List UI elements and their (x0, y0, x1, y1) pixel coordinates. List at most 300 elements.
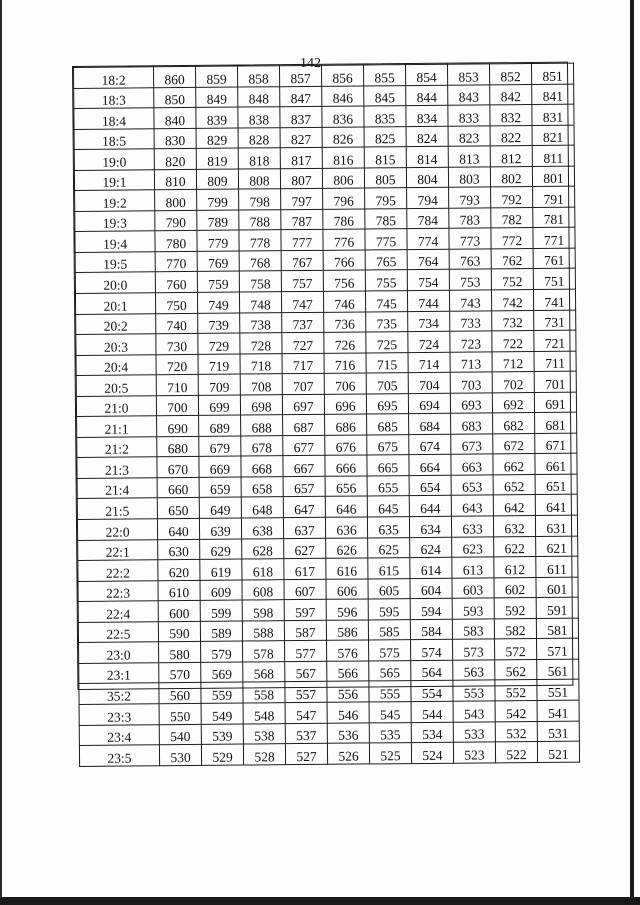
value-cell: 780 (155, 231, 197, 252)
value-cell: 589 (200, 621, 242, 642)
value-cell: 748 (239, 292, 281, 313)
value-cell: 749 (197, 292, 239, 313)
value-cell: 755 (365, 270, 407, 291)
value-cell: 702 (492, 372, 534, 393)
value-cell: 527 (285, 743, 327, 764)
value-cell: 598 (242, 600, 284, 621)
value-cell: 839 (196, 107, 238, 128)
value-cell: 530 (159, 744, 201, 765)
value-cell: 688 (241, 415, 283, 436)
value-cell: 822 (490, 125, 532, 146)
value-cell: 791 (533, 186, 575, 207)
value-cell: 567 (285, 661, 327, 682)
value-cell: 528 (243, 744, 285, 765)
value-cell: 806 (322, 168, 364, 189)
value-cell: 537 (285, 723, 327, 744)
value-cell: 685 (367, 414, 409, 435)
value-cell: 547 (285, 702, 327, 723)
value-cell: 795 (365, 188, 407, 209)
value-cell: 679 (199, 436, 241, 457)
value-cell: 768 (239, 251, 281, 272)
time-cell: 22:2 (78, 560, 158, 581)
value-cell: 696 (324, 394, 366, 415)
value-cell: 816 (322, 147, 364, 168)
value-cell: 686 (325, 414, 367, 435)
value-cell: 772 (491, 228, 533, 249)
value-cell: 840 (154, 108, 196, 129)
value-cell: 577 (285, 641, 327, 662)
value-cell: 579 (201, 641, 243, 662)
value-cell: 690 (157, 416, 199, 437)
value-cell: 818 (238, 148, 280, 169)
value-cell: 588 (242, 620, 284, 641)
value-cell: 541 (537, 700, 579, 721)
time-cell: 22:1 (78, 539, 158, 560)
value-cell: 623 (452, 536, 494, 557)
scan-edge-left (0, 0, 2, 905)
value-cell: 836 (322, 106, 364, 127)
value-cell: 811 (532, 145, 574, 166)
value-cell: 554 (411, 681, 453, 702)
value-cell: 842 (490, 84, 532, 105)
value-cell: 787 (281, 209, 323, 230)
value-cell: 613 (452, 557, 494, 578)
time-cell: 21:2 (77, 437, 157, 458)
value-cell: 668 (241, 456, 283, 477)
value-cell: 578 (243, 641, 285, 662)
value-cell: 535 (369, 722, 411, 743)
value-cell: 718 (240, 353, 282, 374)
value-cell: 617 (284, 558, 326, 579)
value-cell: 704 (408, 372, 450, 393)
value-cell: 646 (325, 496, 367, 517)
value-cell: 697 (282, 394, 324, 415)
value-cell: 740 (156, 313, 198, 334)
time-cell: 19:2 (75, 190, 155, 211)
time-cell: 19:0 (74, 149, 154, 170)
value-cell: 650 (157, 498, 199, 519)
value-cell: 722 (492, 331, 534, 352)
value-cell: 635 (367, 517, 409, 538)
value-cell: 841 (532, 84, 574, 105)
value-cell: 595 (368, 599, 410, 620)
time-cell: 20:3 (76, 334, 156, 355)
value-cell: 776 (323, 229, 365, 250)
value-cell: 735 (366, 311, 408, 332)
value-cell: 669 (199, 456, 241, 477)
time-cell: 21:5 (77, 498, 157, 519)
value-cell: 557 (285, 682, 327, 703)
value-cell: 802 (490, 166, 532, 187)
value-cell: 574 (411, 640, 453, 661)
value-cell: 597 (284, 600, 326, 621)
value-cell: 728 (240, 333, 282, 354)
value-cell: 642 (493, 495, 535, 516)
value-cell: 808 (238, 168, 280, 189)
value-cell: 661 (535, 454, 577, 475)
value-cell: 659 (199, 477, 241, 498)
value-cell: 699 (198, 395, 240, 416)
value-cell: 575 (369, 640, 411, 661)
value-cell: 563 (453, 660, 495, 681)
value-cell: 732 (492, 310, 534, 331)
value-cell: 805 (364, 167, 406, 188)
value-cell: 848 (238, 86, 280, 107)
value-cell: 681 (535, 412, 577, 433)
value-cell: 779 (197, 230, 239, 251)
value-cell: 833 (448, 105, 490, 126)
value-cell: 551 (537, 680, 579, 701)
value-cell: 823 (448, 126, 490, 147)
value-cell: 711 (534, 351, 576, 372)
value-cell: 580 (159, 642, 201, 663)
value-cell: 655 (367, 476, 409, 497)
value-cell: 630 (158, 539, 200, 560)
value-cell: 707 (282, 374, 324, 395)
value-cell: 622 (494, 536, 536, 557)
value-cell: 761 (533, 248, 575, 269)
value-cell: 782 (491, 207, 533, 228)
value-cell: 634 (409, 516, 451, 537)
time-cell: 18:5 (74, 128, 154, 149)
value-cell: 712 (492, 351, 534, 372)
value-cell: 706 (324, 373, 366, 394)
value-cell: 593 (452, 598, 494, 619)
value-cell: 729 (198, 333, 240, 354)
value-cell: 636 (325, 517, 367, 538)
value-cell: 852 (489, 63, 531, 84)
time-cell: 23:5 (79, 745, 159, 766)
value-cell: 737 (282, 312, 324, 333)
value-cell: 741 (533, 289, 575, 310)
time-cell: 23:4 (79, 724, 159, 745)
value-cell: 813 (448, 146, 490, 167)
value-cell: 859 (195, 66, 237, 87)
value-cell: 674 (409, 434, 451, 455)
value-cell: 845 (364, 85, 406, 106)
value-cell: 703 (450, 372, 492, 393)
value-cell: 643 (451, 495, 493, 516)
value-cell: 532 (495, 721, 537, 742)
value-cell: 556 (327, 681, 369, 702)
value-cell: 618 (242, 559, 284, 580)
value-cell: 629 (200, 539, 242, 560)
value-cell: 785 (365, 208, 407, 229)
value-cell: 799 (197, 189, 239, 210)
value-cell: 698 (240, 394, 282, 415)
value-cell: 860 (154, 66, 196, 87)
value-cell: 715 (366, 352, 408, 373)
value-cell: 531 (537, 721, 579, 742)
time-cell: 22:4 (78, 601, 158, 622)
value-cell: 778 (239, 230, 281, 251)
value-cell: 529 (201, 744, 243, 765)
value-cell: 590 (158, 621, 200, 642)
value-cell: 751 (533, 269, 575, 290)
value-cell: 810 (154, 169, 196, 190)
value-cell: 677 (283, 435, 325, 456)
value-cell: 739 (198, 313, 240, 334)
value-cell: 664 (409, 455, 451, 476)
value-cell: 544 (411, 701, 453, 722)
value-cell: 603 (452, 578, 494, 599)
value-cell: 747 (281, 291, 323, 312)
value-cell: 775 (365, 229, 407, 250)
scan-edge-right (630, 0, 634, 905)
time-cell: 23:1 (79, 663, 159, 684)
value-cell: 792 (491, 187, 533, 208)
value-cell: 765 (365, 250, 407, 271)
value-cell: 607 (284, 579, 326, 600)
value-cell: 539 (201, 724, 243, 745)
value-cell: 611 (536, 556, 578, 577)
time-cell: 22:0 (77, 519, 157, 540)
value-cell: 678 (241, 436, 283, 457)
value-cell: 851 (531, 63, 573, 84)
value-cell: 812 (490, 146, 532, 167)
time-cell: 19:5 (75, 252, 155, 273)
value-cell: 760 (155, 272, 197, 293)
value-cell: 743 (449, 290, 491, 311)
value-cell: 825 (364, 126, 406, 147)
table-row (79, 741, 579, 766)
value-cell: 526 (327, 743, 369, 764)
value-cell: 536 (327, 722, 369, 743)
value-cell: 683 (451, 413, 493, 434)
value-cell: 602 (494, 577, 536, 598)
value-cell: 714 (408, 352, 450, 373)
value-cell: 552 (495, 680, 537, 701)
value-cell: 804 (406, 167, 448, 188)
value-cell: 653 (451, 475, 493, 496)
value-cell: 724 (408, 331, 450, 352)
value-cell: 853 (447, 64, 489, 85)
value-cell: 632 (493, 516, 535, 537)
value-cell: 700 (156, 395, 198, 416)
value-cell: 666 (325, 455, 367, 476)
value-cell: 581 (536, 618, 578, 639)
time-cell: 21:1 (77, 416, 157, 437)
value-cell: 591 (536, 597, 578, 618)
value-cell: 829 (196, 128, 238, 149)
value-cell: 596 (326, 599, 368, 620)
time-cell: 20:0 (75, 272, 155, 293)
time-cell: 20:1 (75, 293, 155, 314)
value-cell: 594 (410, 598, 452, 619)
value-cell: 854 (405, 64, 447, 85)
value-cell: 569 (201, 662, 243, 683)
value-cell: 757 (281, 271, 323, 292)
value-cell: 783 (449, 208, 491, 229)
value-cell: 771 (533, 228, 575, 249)
value-cell: 645 (367, 496, 409, 517)
value-cell: 754 (407, 270, 449, 291)
value-cell: 710 (156, 375, 198, 396)
value-cell: 843 (448, 84, 490, 105)
value-cell: 752 (491, 269, 533, 290)
value-cell: 570 (159, 662, 201, 683)
value-cell: 745 (365, 291, 407, 312)
time-cell: 19:3 (75, 211, 155, 232)
time-cell: 35:2 (79, 683, 159, 704)
value-cell: 784 (407, 208, 449, 229)
value-cell: 847 (280, 86, 322, 107)
time-cell: 23:0 (79, 642, 159, 663)
value-cell: 571 (537, 638, 579, 659)
value-cell: 628 (242, 538, 284, 559)
value-cell: 721 (534, 330, 576, 351)
value-cell: 693 (450, 393, 492, 414)
value-cell: 855 (363, 65, 405, 86)
value-cell: 641 (535, 495, 577, 516)
scan-edge-bottom (0, 897, 640, 905)
value-cell: 828 (238, 127, 280, 148)
value-cell: 682 (493, 413, 535, 434)
value-cell: 680 (157, 436, 199, 457)
value-cell: 673 (451, 434, 493, 455)
value-cell: 540 (159, 724, 201, 745)
value-cell: 548 (243, 703, 285, 724)
value-cell: 819 (196, 148, 238, 169)
value-cell: 609 (200, 580, 242, 601)
value-cell: 705 (366, 373, 408, 394)
value-cell: 614 (410, 557, 452, 578)
value-cell: 733 (450, 310, 492, 331)
value-cell: 815 (364, 147, 406, 168)
time-cell: 18:3 (74, 87, 154, 108)
value-cell: 615 (368, 558, 410, 579)
value-cell: 565 (369, 660, 411, 681)
value-cell: 794 (407, 188, 449, 209)
score-table-body (74, 63, 580, 766)
value-cell: 766 (323, 250, 365, 271)
value-cell: 662 (493, 454, 535, 475)
value-cell: 830 (154, 128, 196, 149)
value-cell: 717 (282, 353, 324, 374)
value-cell: 543 (453, 701, 495, 722)
value-cell: 720 (156, 354, 198, 375)
value-cell: 687 (283, 415, 325, 436)
value-cell: 746 (323, 291, 365, 312)
value-cell: 521 (537, 741, 579, 762)
value-cell: 834 (406, 105, 448, 126)
value-cell: 831 (532, 104, 574, 125)
value-cell: 572 (495, 639, 537, 660)
time-cell: 19:1 (74, 170, 154, 191)
value-cell: 797 (281, 189, 323, 210)
value-cell: 550 (159, 703, 201, 724)
value-cell: 727 (282, 332, 324, 353)
value-cell: 824 (406, 126, 448, 147)
value-cell: 858 (237, 66, 279, 87)
value-cell: 796 (323, 188, 365, 209)
value-cell: 850 (154, 87, 196, 108)
value-cell: 524 (411, 742, 453, 763)
value-cell: 657 (283, 476, 325, 497)
value-cell: 742 (491, 290, 533, 311)
value-cell: 675 (367, 434, 409, 455)
score-table (73, 63, 580, 767)
value-cell: 756 (323, 270, 365, 291)
value-cell: 809 (196, 169, 238, 190)
value-cell: 654 (409, 475, 451, 496)
value-cell: 738 (240, 312, 282, 333)
value-cell: 564 (411, 660, 453, 681)
value-cell: 769 (197, 251, 239, 272)
value-cell: 723 (450, 331, 492, 352)
value-cell: 616 (326, 558, 368, 579)
value-cell: 542 (495, 700, 537, 721)
value-cell: 633 (451, 516, 493, 537)
value-cell: 585 (368, 619, 410, 640)
time-cell: 18:4 (74, 108, 154, 129)
value-cell: 545 (369, 702, 411, 723)
value-cell: 561 (537, 659, 579, 680)
value-cell: 730 (156, 334, 198, 355)
value-cell: 604 (410, 578, 452, 599)
value-cell: 559 (201, 682, 243, 703)
value-cell: 583 (452, 619, 494, 640)
value-cell: 701 (534, 371, 576, 392)
value-cell: 726 (324, 332, 366, 353)
value-cell: 555 (369, 681, 411, 702)
value-cell: 667 (283, 456, 325, 477)
value-cell: 620 (158, 560, 200, 581)
value-cell: 731 (534, 310, 576, 331)
value-cell: 694 (408, 393, 450, 414)
value-cell: 789 (197, 210, 239, 231)
value-cell: 695 (366, 393, 408, 414)
value-cell: 549 (201, 703, 243, 724)
time-cell: 19:4 (75, 231, 155, 252)
value-cell: 610 (158, 580, 200, 601)
value-cell: 713 (450, 352, 492, 373)
value-cell: 586 (326, 620, 368, 641)
value-cell: 774 (407, 229, 449, 250)
value-cell: 652 (493, 474, 535, 495)
value-cell: 638 (241, 518, 283, 539)
value-cell: 523 (453, 742, 495, 763)
value-cell: 538 (243, 723, 285, 744)
value-cell: 844 (406, 85, 448, 106)
time-cell: 18:2 (74, 67, 154, 88)
value-cell: 631 (535, 515, 577, 536)
value-cell: 663 (451, 454, 493, 475)
value-cell: 605 (368, 578, 410, 599)
value-cell: 827 (280, 127, 322, 148)
value-cell: 820 (154, 149, 196, 170)
value-cell: 777 (281, 230, 323, 251)
time-cell: 21:0 (76, 396, 156, 417)
value-cell: 719 (198, 354, 240, 375)
value-cell: 773 (449, 228, 491, 249)
value-cell: 814 (406, 146, 448, 167)
time-cell: 22:5 (78, 622, 158, 643)
value-cell: 837 (280, 106, 322, 127)
value-cell: 558 (243, 682, 285, 703)
value-cell: 566 (327, 661, 369, 682)
value-cell: 533 (453, 721, 495, 742)
value-cell: 788 (239, 210, 281, 231)
value-cell: 800 (155, 190, 197, 211)
value-cell: 849 (196, 87, 238, 108)
value-cell: 709 (198, 374, 240, 395)
value-cell: 640 (157, 518, 199, 539)
value-cell: 553 (453, 680, 495, 701)
value-cell: 857 (279, 65, 321, 86)
value-cell: 689 (199, 415, 241, 436)
time-cell: 21:4 (77, 478, 157, 499)
